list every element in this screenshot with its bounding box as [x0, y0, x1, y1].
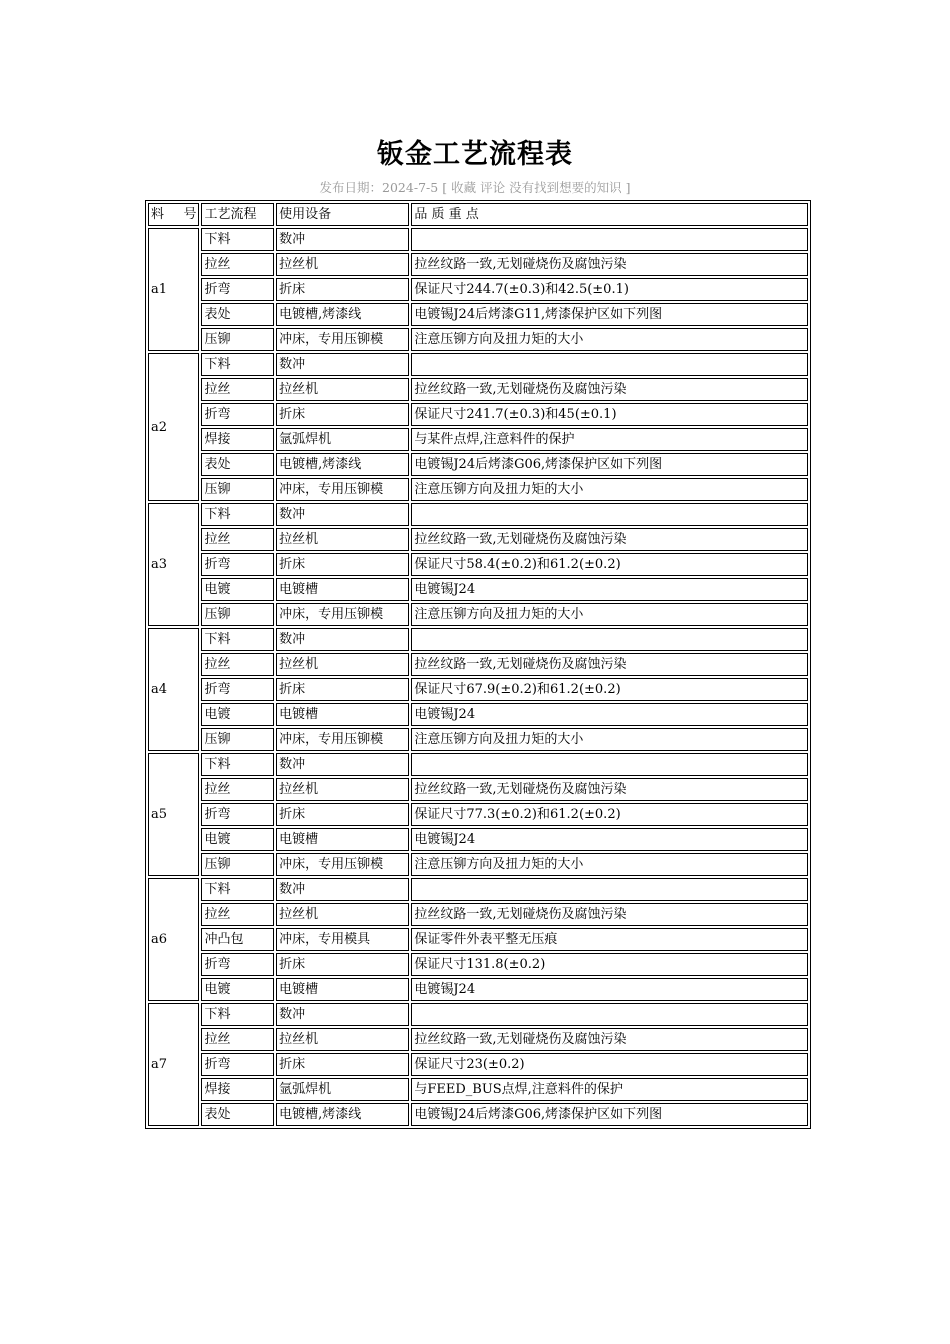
process-cell: 表处	[201, 453, 274, 476]
equipment-cell: 冲床，专用压铆模	[276, 728, 409, 751]
equipment-cell: 冲床，专用压铆模	[276, 853, 409, 876]
process-cell: 压铆	[201, 603, 274, 626]
process-cell: 电镀	[201, 978, 274, 1001]
equipment-cell: 拉丝机	[276, 378, 409, 401]
process-cell: 拉丝	[201, 903, 274, 926]
equipment-cell: 数冲	[276, 753, 409, 776]
process-cell: 拉丝	[201, 253, 274, 276]
quality-cell: 拉丝纹路一致,无划碰烧伤及腐蚀污染	[411, 903, 808, 926]
table-row	[148, 903, 808, 926]
table-row	[148, 778, 808, 801]
quality-cell: 电镀锡J24后烤漆G06,烤漆保护区如下列图	[411, 453, 808, 476]
process-cell: 拉丝	[201, 528, 274, 551]
process-cell: 压铆	[201, 728, 274, 751]
quality-cell: 电镀锡J24后烤漆G06,烤漆保护区如下列图	[411, 1103, 808, 1126]
table-row	[148, 978, 808, 1001]
process-table-body	[148, 203, 808, 1126]
equipment-cell: 拉丝机	[276, 778, 409, 801]
table-row	[148, 553, 808, 576]
equipment-cell: 折床	[276, 403, 409, 426]
process-cell: 下料	[201, 353, 274, 376]
equipment-cell: 电镀槽,烤漆线	[276, 453, 409, 476]
table-row	[148, 1078, 808, 1101]
equipment-cell: 折床	[276, 678, 409, 701]
equipment-cell: 拉丝机	[276, 903, 409, 926]
equipment-cell: 电镀槽,烤漆线	[276, 1103, 409, 1126]
equipment-cell: 电镀槽,烤漆线	[276, 303, 409, 326]
quality-cell: 注意压铆方向及扭力矩的大小	[411, 478, 808, 501]
table-header-row	[148, 203, 808, 226]
quality-cell: 电镀锡J24	[411, 703, 808, 726]
quality-cell: 拉丝纹路一致,无划碰烧伤及腐蚀污染	[411, 528, 808, 551]
bracket-open: [	[442, 180, 448, 195]
bracket-close: ]	[625, 180, 631, 195]
quality-cell: 电镀锡J24	[411, 578, 808, 601]
quality-cell: 电镀锡J24后烤漆G11,烤漆保护区如下列图	[411, 303, 808, 326]
process-cell: 折弯	[201, 1053, 274, 1076]
quality-cell	[411, 353, 808, 376]
favorite-link[interactable]: 收藏	[451, 180, 477, 195]
table-row	[148, 328, 808, 351]
process-cell: 拉丝	[201, 653, 274, 676]
table-row	[148, 1003, 808, 1026]
part-number-cell: a6	[148, 878, 199, 1001]
process-cell: 折弯	[201, 953, 274, 976]
equipment-cell: 氩弧焊机	[276, 1078, 409, 1101]
part-number-cell: a2	[148, 353, 199, 501]
process-cell: 冲凸包	[201, 928, 274, 951]
equipment-cell: 冲床，专用压铆模	[276, 328, 409, 351]
publish-meta	[0, 178, 950, 196]
quality-cell: 保证尺寸244.7(±0.3)和42.5(±0.1)	[411, 278, 808, 301]
equipment-cell: 数冲	[276, 228, 409, 251]
part-number-cell: a4	[148, 628, 199, 751]
table-row	[148, 578, 808, 601]
process-cell: 压铆	[201, 478, 274, 501]
process-cell: 焊接	[201, 428, 274, 451]
table-row	[148, 253, 808, 276]
table-row	[148, 828, 808, 851]
equipment-cell: 冲床，专用模具	[276, 928, 409, 951]
equipment-cell: 电镀槽	[276, 828, 409, 851]
table-row	[148, 228, 808, 251]
header-equipment: 使用设备	[276, 203, 409, 226]
quality-cell: 保证零件外表平整无压痕	[411, 928, 808, 951]
equipment-cell: 数冲	[276, 1003, 409, 1026]
quality-cell: 与FEED_BUS点焊,注意料件的保护	[411, 1078, 808, 1101]
table-row	[148, 878, 808, 901]
quality-cell: 保证尺寸77.3(±0.2)和61.2(±0.2)	[411, 803, 808, 826]
process-cell: 下料	[201, 753, 274, 776]
equipment-cell: 数冲	[276, 628, 409, 651]
process-cell: 折弯	[201, 803, 274, 826]
equipment-cell: 数冲	[276, 503, 409, 526]
table-row	[148, 653, 808, 676]
part-number-cell: a3	[148, 503, 199, 626]
process-cell: 压铆	[201, 328, 274, 351]
not-found-link[interactable]: 没有找到想要的知识	[509, 180, 622, 195]
table-row	[148, 928, 808, 951]
process-cell: 下料	[201, 228, 274, 251]
equipment-cell: 拉丝机	[276, 528, 409, 551]
part-number-cell: a7	[148, 1003, 199, 1126]
page-title: 钣金工艺流程表	[377, 139, 573, 170]
table-row	[148, 353, 808, 376]
equipment-cell: 拉丝机	[276, 253, 409, 276]
part-number-cell: a5	[148, 753, 199, 876]
process-cell: 折弯	[201, 553, 274, 576]
equipment-cell: 折床	[276, 803, 409, 826]
process-cell: 折弯	[201, 278, 274, 301]
table-row	[148, 603, 808, 626]
equipment-cell: 冲床，专用压铆模	[276, 478, 409, 501]
quality-cell	[411, 628, 808, 651]
table-row	[148, 453, 808, 476]
equipment-cell: 氩弧焊机	[276, 428, 409, 451]
quality-cell	[411, 503, 808, 526]
equipment-cell: 数冲	[276, 878, 409, 901]
process-cell: 压铆	[201, 853, 274, 876]
process-cell: 折弯	[201, 678, 274, 701]
process-cell: 折弯	[201, 403, 274, 426]
quality-cell: 注意压铆方向及扭力矩的大小	[411, 328, 808, 351]
equipment-cell: 电镀槽	[276, 978, 409, 1001]
table-row	[148, 953, 808, 976]
equipment-cell: 拉丝机	[276, 653, 409, 676]
equipment-cell: 拉丝机	[276, 1028, 409, 1051]
quality-cell	[411, 753, 808, 776]
quality-cell: 保证尺寸131.8(±0.2)	[411, 953, 808, 976]
equipment-cell: 折床	[276, 278, 409, 301]
process-cell: 电镀	[201, 828, 274, 851]
table-row	[148, 853, 808, 876]
quality-cell: 注意压铆方向及扭力矩的大小	[411, 853, 808, 876]
process-table	[145, 200, 811, 1129]
process-cell: 表处	[201, 1103, 274, 1126]
quality-cell: 保证尺寸23(±0.2)	[411, 1053, 808, 1076]
table-row	[148, 703, 808, 726]
table-row	[148, 528, 808, 551]
table-row	[148, 428, 808, 451]
process-cell: 下料	[201, 503, 274, 526]
quality-cell: 拉丝纹路一致,无划碰烧伤及腐蚀污染	[411, 378, 808, 401]
process-cell: 电镀	[201, 703, 274, 726]
equipment-cell: 电镀槽	[276, 578, 409, 601]
quality-cell: 保证尺寸67.9(±0.2)和61.2(±0.2)	[411, 678, 808, 701]
table-row	[148, 403, 808, 426]
process-cell: 焊接	[201, 1078, 274, 1101]
table-row	[148, 678, 808, 701]
equipment-cell: 数冲	[276, 353, 409, 376]
quality-cell	[411, 228, 808, 251]
comment-link[interactable]: 评论	[480, 180, 506, 195]
quality-cell: 注意压铆方向及扭力矩的大小	[411, 728, 808, 751]
header-process: 工艺流程	[201, 203, 274, 226]
quality-cell: 电镀锡J24	[411, 828, 808, 851]
equipment-cell: 折床	[276, 1053, 409, 1076]
table-row	[148, 628, 808, 651]
process-cell: 拉丝	[201, 1028, 274, 1051]
table-row	[148, 728, 808, 751]
process-cell: 拉丝	[201, 778, 274, 801]
table-row	[148, 753, 808, 776]
quality-cell: 与某件点焊,注意料件的保护	[411, 428, 808, 451]
quality-cell	[411, 878, 808, 901]
table-row	[148, 1028, 808, 1051]
part-number-cell: a1	[148, 228, 199, 351]
equipment-cell: 电镀槽	[276, 703, 409, 726]
process-cell: 下料	[201, 628, 274, 651]
publish-date: 发布日期：2024-7-5	[319, 180, 439, 195]
equipment-cell: 折床	[276, 553, 409, 576]
table-row	[148, 503, 808, 526]
table-row	[148, 303, 808, 326]
quality-cell: 保证尺寸58.4(±0.2)和61.2(±0.2)	[411, 553, 808, 576]
table-row	[148, 378, 808, 401]
quality-cell: 拉丝纹路一致,无划碰烧伤及腐蚀污染	[411, 1028, 808, 1051]
quality-cell: 拉丝纹路一致,无划碰烧伤及腐蚀污染	[411, 778, 808, 801]
quality-cell: 拉丝纹路一致,无划碰烧伤及腐蚀污染	[411, 253, 808, 276]
quality-cell	[411, 1003, 808, 1026]
table-row	[148, 803, 808, 826]
quality-cell: 拉丝纹路一致,无划碰烧伤及腐蚀污染	[411, 653, 808, 676]
quality-cell: 注意压铆方向及扭力矩的大小	[411, 603, 808, 626]
quality-cell: 保证尺寸241.7(±0.3)和45(±0.1)	[411, 403, 808, 426]
process-cell: 下料	[201, 1003, 274, 1026]
header-part	[148, 203, 199, 226]
process-cell: 下料	[201, 878, 274, 901]
process-cell: 电镀	[201, 578, 274, 601]
table-row	[148, 478, 808, 501]
equipment-cell: 冲床，专用压铆模	[276, 603, 409, 626]
table-row	[148, 1103, 808, 1126]
header-quality: 品 质 重 点	[411, 203, 808, 226]
process-cell: 拉丝	[201, 378, 274, 401]
table-row	[148, 278, 808, 301]
quality-cell: 电镀锡J24	[411, 978, 808, 1001]
equipment-cell: 折床	[276, 953, 409, 976]
header-part-right: 号	[183, 207, 197, 222]
table-row	[148, 1053, 808, 1076]
header-part-left: 料	[151, 207, 165, 222]
process-cell: 表处	[201, 303, 274, 326]
